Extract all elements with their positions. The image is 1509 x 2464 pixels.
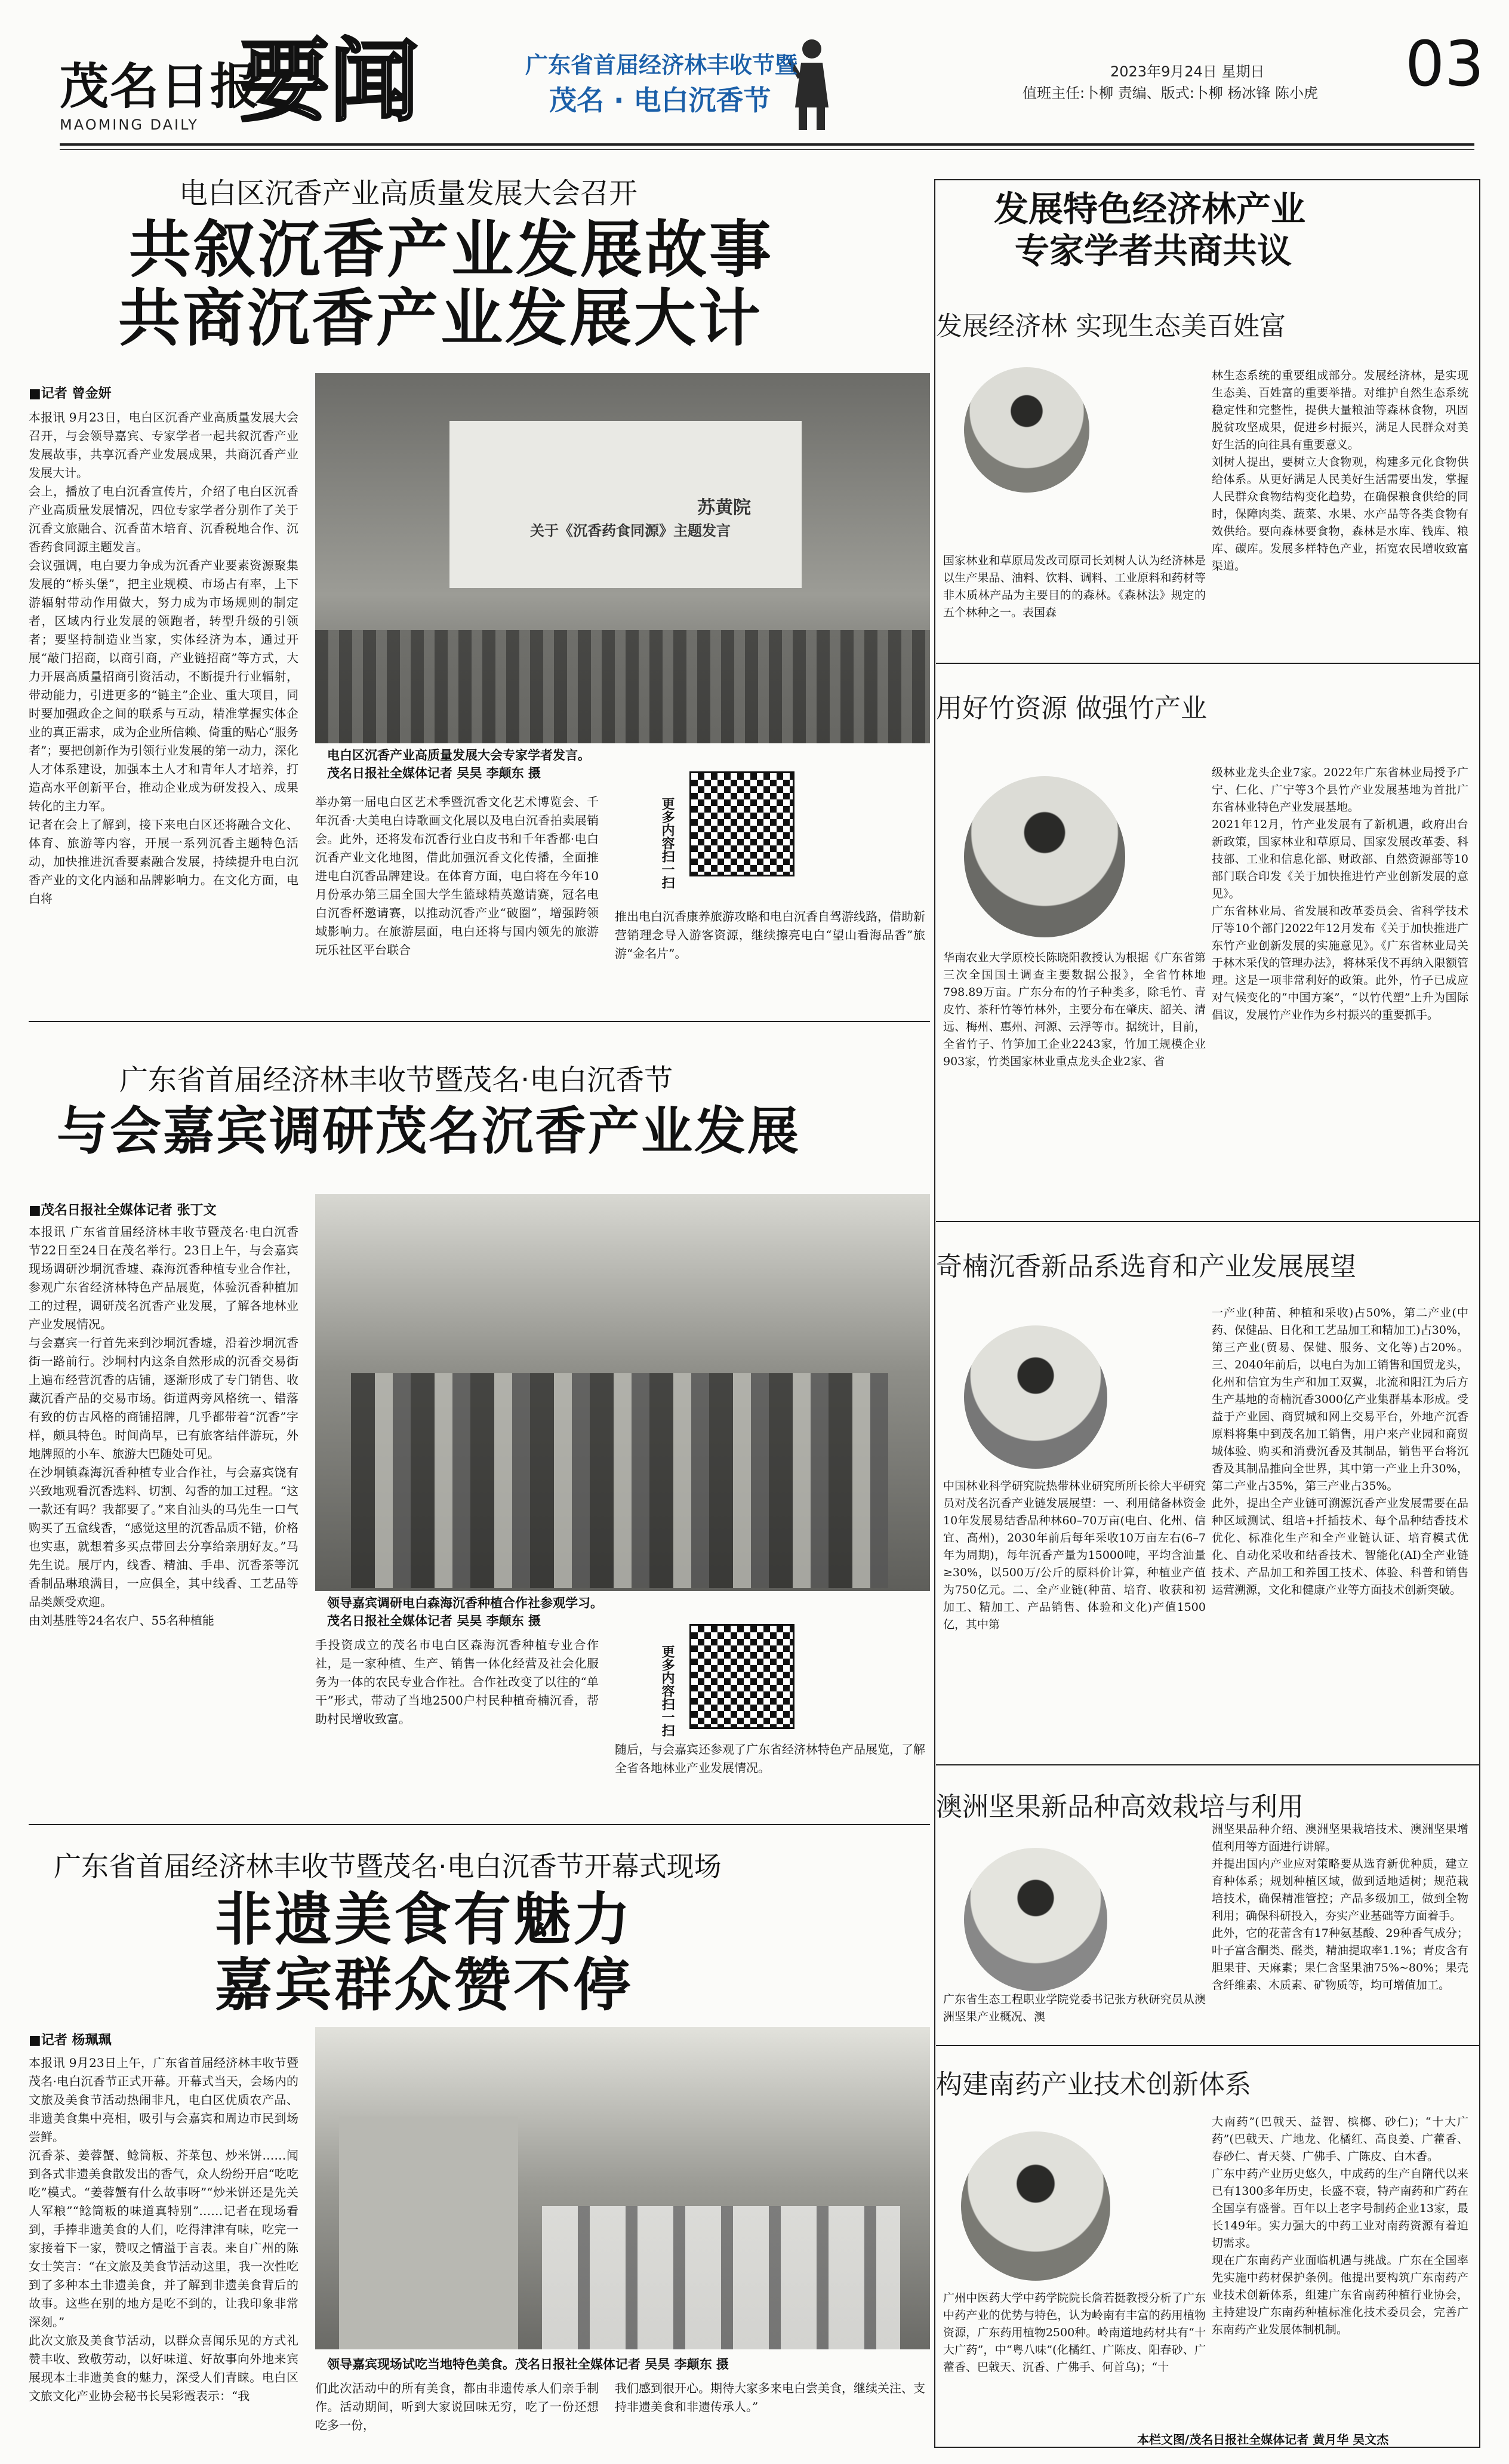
sidebar-section-5-portrait xyxy=(961,2131,1110,2281)
sidebar-section-1-portrait xyxy=(964,367,1089,493)
article1-column-2: 举办第一届电白区艺术季暨沉香文化艺术博览会、千年沉香·大美电白诗歌画文化展以及电白沉香拍卖展销会。此外，还将发布沉香行业白皮书和千年香都·电白沉香产业文化地图，借此加强沉香文化传播，全面推进电白沉香品牌建设。在体育方面，电白将在今年10月份承办第三届全国大学生篮球精英邀请赛，冠名电白沉香杯邀请赛，以推动沉香产业“破圈”，增强跨领域影响力。在旅游层面，电白还将与国内领先的旅游玩乐社区平台联合 xyxy=(315,795,599,957)
sidebar-section-3-portrait xyxy=(964,1325,1107,1469)
sidebar-section-4-heading: 澳洲坚果新品种高效栽培与利用 xyxy=(936,1792,1304,1822)
article2-byline: ■茂名日报社全媒体记者 张丁文 xyxy=(29,1203,217,1218)
festival-title-line1: 广东省首届经济林丰收节暨 xyxy=(525,52,798,78)
article1-column-1: 本报讯 9月23日，电白区沉香产业高质量发展大会召开，与会领导嘉宾、专家学者一起共叙沉香产业发展故事，共享沉香产业发展成果，共商沉香产业发展大计。 会上，播放了电白沉香宣传片，介绍了电白区沉香产业高质量发展情况，四位专家学者分别作了关于沉香文旅融合、沉香苗木培育、沉香税地合作、沉香药食同源主题发言。 会议强调，电白要力争成为沉香产业要素资源聚集发展的“桥头堡”，把主业规模、市场占有率，上下游辐射带动作用做大，努力成为市场规则的制定者，区域内行业发展的领跑者，转型升级的引领者；要坚持制造业当家，实体经济为本，通过开展“敲门招商，以商引商，产业链招商”等方式，大力开展高质量招商引资活动，不断提升行业辐射，带动能力，引进更多的“链主”企业、重大项目，同时要加强政企之间的联系与互动，精准掌握实体企业的真正需求，成为企业所信赖、倚重的贴心“服务者”；要把创新作为引领行业发展的第一动力，深化人才体系建设，加强本土人才和青年人才培养，打造高水平创新平台，推动企业成为研发投入、成果转化的主力军。 记者在会上了解到，接下来电白区还将融合文化、体育、旅游等内容，开展一系列沉香主题特色活动，加快推进沉香要素融合发展，持续提升电白沉香产业的文化内涵和品牌影响力。在文化方面，电白将 xyxy=(29,410,298,906)
article3-headline-1: 非遗美食有魅力 xyxy=(215,1885,633,1953)
article3-column-3: 我们感到很开心。期待大家多来电白尝美食，继续关注、支持非遗美食和非遗传承人。” xyxy=(615,2381,925,2414)
article1-qr-label: 更多内容扫一扫 xyxy=(660,797,675,889)
sidebar-divider-2 xyxy=(936,1221,1479,1222)
issue-date: 2023年9月24日 星期日 xyxy=(1110,63,1265,80)
festival-title-line2: 茂名 · 电白沉香节 xyxy=(549,84,771,116)
article3-column-2: 们此次活动中的所有美食，都由非遗传承人们亲手制作。活动期间，听到大家说回味无穷，吃了一份还想吃多一份， xyxy=(315,2381,599,2432)
sidebar-divider-3 xyxy=(936,1764,1479,1765)
sidebar-section-3-heading: 奇楠沉香新品系选育和产业发展展望 xyxy=(936,1251,1356,1282)
article1-headline-1: 共叙沉香产业发展故事 xyxy=(129,213,774,286)
newspaper-logo-en: MAOMING DAILY xyxy=(60,116,199,133)
article2-photo-caption: 领导嘉宾调研电白森海沉香种植合作社参观学习。 茂名日报社全媒体记者 吴昊 李颠东 摄 xyxy=(327,1596,603,1628)
sidebar-section-3-caption: 中国林业科学研究院热带林业研究所所长徐大平研究员对茂名沉香产业链发展展望：一、利用储备林资金10年发展易结香品种林60–70万亩(电白、化州、信宜、高州)，2030年前后每年采收10万亩左右(6–7年为周期)，每年沉香产量为15000吨，平均含油量≥30%，以500万/公斤的原料价计算，种植业产值为750亿元。二、全产业链(种苗、培育、收获和初加工、精加工、产品销售、体验和文化)产值1500亿，其中第 xyxy=(943,1479,1206,1631)
sidebar-section-2-portrait xyxy=(964,776,1125,937)
stage-banner-topic: 关于《沉香药食同源》主题发言 xyxy=(530,522,731,539)
sidebar-section-1-heading: 发展经济林 实现生态美百姓富 xyxy=(936,311,1286,342)
article3-byline: ■记者 杨珮珮 xyxy=(29,2033,112,2048)
section-title: 要闻 xyxy=(240,30,420,134)
sidebar-section-3-text: 一产业(种苗、种植和采收)占50%，第二产业(中药、保健品、日化和工艺品加工和精加工)占30%，第三产业(贸易、保健、服务、文化等)占20%。三、2040年前后，以电白为加工销售和国贸龙头，化州和信宜为生产和加工双翼，北流和阳江为后方生产基地的奇楠沉香3000亿产业集群基本形成。受益于产业园、商贸城和网上交易平台，外地产沉香原料将集中到茂名加工销售，用户来产业园和商贸城体验、购买和消费沉香及其制品，销售平台将沉香及其制品推向全世界，其中第一产业上升30%，第二产业占35%，第三产业占35%。 此外，提出全产业链可溯源沉香产业发展需要在品种区域测试、组培+扦插技术、每个品种结香技术优化、标准化生产和全产业链认证、培育模式优化、自动化采收和结香技术、智能化(AI)全产业链技术、产品加工和养国工技术、体验、科普和销售运营溯源，文化和健康产业等方面技术创新突破。 xyxy=(1212,1306,1468,1596)
sidebar-title-1: 发展特色经济林产业 xyxy=(994,189,1306,229)
sidebar-section-4-caption: 广东省生态工程职业学院党委书记张方秋研究员从澳洲坚果产业概况、澳 xyxy=(943,1993,1206,2023)
article1-byline: ■记者 曾金妍 xyxy=(29,386,112,401)
article1-headline-2: 共商沉香产业发展大计 xyxy=(118,281,763,355)
stage-banner-name: 苏黄院 xyxy=(697,497,751,518)
article2-photo-visit xyxy=(315,1194,930,1591)
masthead-divider xyxy=(60,143,1474,146)
masthead-divider-thin xyxy=(60,149,1474,150)
article2-column-1: 本报讯 广东省首届经济林丰收节暨茂名·电白沉香节22日至24日在茂名举行。23日上午，与会嘉宾现场调研沙垌沉香墟、森海沉香种植专业合作社，参观广东省经济林特色产品展览，体验沉香种植加工的过程，调研茂名沉香产业发展，了解各地林业产业发展情况。 与会嘉宾一行首先来到沙垌沉香墟，沿着沙垌沉香街一路前行。沙垌村内这条自然形成的沉香交易街上遍布经营沉香的店铺，逐渐形成了专门销售、收藏沉香产品的交易市场。街道两旁风格统一、错落有致的仿古风格的商铺招牌，几乎都带着“沉香”字样，颇具特色。时间尚早，已有旅客结伴游玩，外地牌照的小车、旅游大巴随处可见。 在沙垌镇森海沉香种植专业合作社，与会嘉宾饶有兴致地观看沉香选料、切割、勾香的加工过程。“这一款还有吗？我都要了。”来自汕头的马先生一口气购买了五盒线香，“感觉这里的沉香品质不错，价格也实惠，就想着多买点带回去分享给亲朋好友。”马先生说。展厅内，线香、精油、手串、沉香茶等沉香制品琳琅满目，一应俱全，其中线香、工艺品等品类颇受欢迎。 由刘基胜等24名农户、55名种植能 xyxy=(29,1225,298,1628)
sidebar-section-5-text: 大南药”(巴戟天、益智、槟榔、砂仁)；“十大广药”(巴戟天、广地龙、化橘红、高良姜、广藿香、春砂仁、青天葵、广佛手、广陈皮、白木香。 广东中药产业历史悠久，中成药的生产自隋代以来已有1300多年历史，长盛不衰，特产南药和广药在全国享有盛誉。百年以上老字号制药企业13家，最长149年。实力强大的中药工业对南药资源有着迫切需求。 现在广东南药产业面临机遇与挑战。广东在全国率先实施中药材保护条例。他提出要构筑广东南药产业技术创新体系，组建广东省南药种植行业协会，主持建设广东南药种植标准化技术委员会，完善广东南药产业发展体制机制。 xyxy=(1212,2115,1468,2336)
article1-photo-conference xyxy=(315,373,930,743)
masthead xyxy=(0,0,1509,149)
article3-photo-caption: 领导嘉宾现场试吃当地特色美食。茂名日报社全媒体记者 吴昊 李颠东 摄 xyxy=(327,2357,729,2371)
article2-bottom-divider xyxy=(29,1824,930,1825)
article2-kicker: 广东省首届经济林丰收节暨茂名·电白沉香节 xyxy=(119,1063,673,1097)
article1-column-3: 推出电白沉香康养旅游攻略和电白沉香自驾游线路，借助新营销理念导入游客资源，继续擦亮电白“望山看海品香”旅游“金名片”。 xyxy=(615,909,925,961)
article3-kicker: 广东省首届经济林丰收节暨茂名·电白沉香节开幕式现场 xyxy=(54,1850,722,1882)
article2-qr-label: 更多内容扫一扫 xyxy=(660,1645,675,1737)
article3-photo-food xyxy=(315,2027,930,2349)
sidebar-section-4-portrait xyxy=(964,1848,1107,1991)
sidebar-section-1-text: 林生态系统的重要组成部分。发展经济林，是实现生态美、百姓富的重要举措。对维护自然生态系统稳定性和完整性，提供大量粮油等森林食物，巩固脱贫攻坚成果，促进乡村振兴，满足人民群众对美好生活的向往具有重要意义。 刘树人提出，要树立大食物观，构建多元化食物供给体系。从更好满足人民美好生活需要出发，掌握人民群众食物结构变化趋势，在确保粮食供给的同时，保障肉类、蔬菜、水果、水产品等各类食物有效供给。要向森林要食物，森林是水库、钱库、粮库、碳库。发展多样特色产业，拓宽农民增收致富渠道。 xyxy=(1212,369,1468,573)
sidebar-section-5-caption: 广州中医药大学中药学院院长詹若挺教授分析了广东中药产业的优势与特色，认为岭南有丰富的药用植物资源，广东药用植物2500种。岭南道地药材共有“十大广药”，中“粤八味”(化橘红、广陈皮、阳春砂、广藿香、巴戟天、沉香、广佛手、何首乌)；“十 xyxy=(943,2291,1206,2374)
newspaper-logo: 茂名日报 xyxy=(60,58,261,115)
sidebar-divider-4 xyxy=(936,2045,1479,2046)
article1-photo-caption: 电白区沉香产业高质量发展大会专家学者发言。 茂名日报社全媒体记者 吴昊 李颠东 摄 xyxy=(327,748,590,780)
sidebar-section-1-caption: 国家林业和草原局发改司原司长刘树人认为经济林是以生产果品、油料、饮料、调料、工业原料和药材等非木质林产品为主要目的的森林。《森林法》规定的五个林种之一。表国森 xyxy=(943,554,1206,619)
page-number: 03 xyxy=(1405,27,1485,100)
duty-editors: 值班主任:卜柳 责编、版式:卜柳 杨冰锋 陈小虎 xyxy=(1023,85,1319,101)
sidebar-title-2: 专家学者共商共议 xyxy=(1015,230,1292,271)
article2-headline: 与会嘉宾调研茂名沉香产业发展 xyxy=(57,1101,800,1161)
article1-qr-code[interactable] xyxy=(689,771,794,876)
sidebar-section-2-text: 级林业龙头企业7家。2022年广东省林业局授予广宁、仁化、广宁等3个县竹产业发展基地为首批广东省林业特色产业发展基地。 2021年12月，竹产业发展有了新机遇，政府出台新政策，国家林业和草原局、国家发展改革委、科技部、工业和信息化部、财政部、自然资源部等10部门联合印发《关于加快推进竹产业创新发展的意见》。 广东省林业局、省发展和改革委员会、省科学技术厅等10个部门2022年12月发布《关于加快推进广东竹产业创新发展的实施意见》。《广东省林业局关于林木采伐的管理办法》，将林采伐不再纳入限额管理。这是一项非常利好的政策。此外，竹子已成应对气候变化的“中国方案”，“以竹代塑”上升为国际倡议，发展竹产业作为乡村振兴的重要抓手。 xyxy=(1212,766,1468,1022)
sidebar-section-2-caption: 华南农业大学原校长陈晓阳教授认为根据《广东省第三次全国国土调查主要数据公报》，全省竹林地798.89万亩。广东分布的竹子种类多，除毛竹、青皮竹、茶秆竹等竹林外，主要分布在肇庆、韶关、清远、梅州、惠州、河源、云浮等市。据统计，目前，全省竹子、竹笋加工企业2243家，竹加工规模企业903家，竹类国家林业重点龙头企业2家、省 xyxy=(943,951,1206,1068)
sidebar-divider-1 xyxy=(936,663,1479,664)
article1-kicker: 电白区沉香产业高质量发展大会召开 xyxy=(179,177,638,210)
sidebar-footer-credit: 本栏文图/茂名日报社全媒体记者 黄月华 吴文杰 xyxy=(1137,2432,1389,2447)
sidebar-section-5-heading: 构建南药产业技术创新体系 xyxy=(936,2069,1251,2100)
sidebar-section-4-text: 洲坚果品种介绍、澳洲坚果栽培技术、澳洲坚果增值利用等方面进行讲解。 并提出国内产业应对策略要从选育新优种质，建立育种体系；规划种植区域，做到适地适树；规范栽培技术，确保精准管控；产品多级加工，做到全物利用；确保科研投入，夯实产业基础等方面着手。 此外，它的花蕾含有17种氨基酸、29种香气成分；叶子富含酮类、醛类，精油提取率1.1%；青皮含有胆果苷、天麻素；果仁含坚果油75%~80%；果壳含纤维素、木质素、矿物质等，均可增值加工。 xyxy=(1212,1823,1468,1992)
article3-column-1: 本报讯 9月23日上午，广东省首届经济林丰收节暨茂名·电白沉香节正式开幕。开幕式当天，会场内的文旅及美食节活动热闹非凡，电白区优质农产品、非遗美食集中亮相，吸引与会嘉宾和周边市民到场尝鲜。 沉香茶、姜蓉蟹、鲶筒粄、芥菜包、炒米饼……闻到各式非遗美食散发出的香气，众人纷纷开启“吃吃吃”模式。“姜蓉蟹有什么故事呀”“炒米饼还是先关人军粮”“鲶筒粄的味道真特别”……记者在现场看到，手捧非遗美食的人们，吃得津津有味，吃完一家接着下一家，赞叹之情溢于言表。来自广州的陈女士笑言：“在文旅及美食节活动这里，我一次性吃到了多种本土非遗美食，并了解到非遗美食背后的故事。这些在别的地方是吃不到的，让我印象非常深刻。” 此次文旅及美食节活动，以群众喜闻乐见的方式礼赞丰收、致敬劳动，以好味道、好故事向外地来宾展现本土非遗美食的魅力，深受人们青睐。电白区文旅文化产业协会秘书长吴彩霞表示：“我 xyxy=(29,2056,298,2403)
sidebar-section-2-heading: 用好竹资源 做强竹产业 xyxy=(936,693,1207,724)
article2-column-3: 随后，与会嘉宾还参观了广东省经济林特色产品展览，了解全省各地林业产业发展情况。 xyxy=(615,1742,925,1775)
article1-bottom-divider xyxy=(29,1021,930,1022)
article2-qr-code[interactable] xyxy=(689,1624,794,1729)
article2-column-2: 手投资成立的茂名市电白区森海沉香种植专业合作社，是一家种植、生产、销售一体化经营及社会化服务为一体的农民专业合作社。合作社改变了以往的“单干”形式，带动了当地2500户村民种植奇楠沉香，帮助村民增收致富。 xyxy=(315,1638,599,1726)
article3-headline-2: 嘉宾群众赞不停 xyxy=(215,1951,633,2019)
